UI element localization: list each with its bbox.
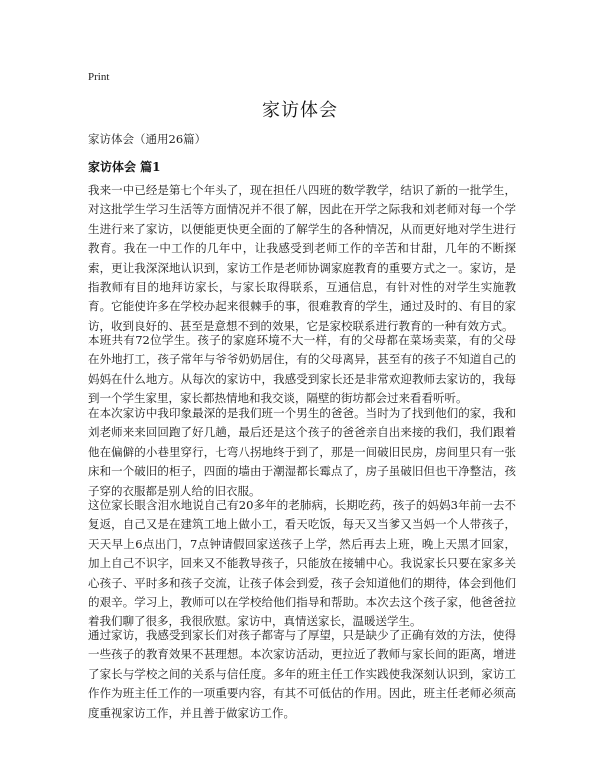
paragraph: 本班共有72位学生。孩子的家庭环境不大一样，有的父母都在菜场卖菜，有的父母在外地打工，孩子常年与爷爷奶奶居住，有的父母离异，甚至有的孩子不知道自己的妈妈在什么地方。从每次的家访中，我感受到家长还是非常欢迎教师去家访的，我每到一个学生家里，家长都热情地和我交谈，隔壁的街坊都会过来看看听听。 bbox=[88, 333, 516, 406]
section-heading: 家访体会 篇1 bbox=[88, 160, 161, 174]
document-subtitle: 家访体会（通用26篇） bbox=[88, 132, 207, 146]
print-label: Print bbox=[88, 71, 110, 83]
page-title: 家访体会 bbox=[262, 100, 338, 121]
paragraph: 在本次家访中我印象最深的是我们班一个男生的爸爸。当时为了找到他们的家，我和刘老师来来回回跑了好几趟，最后还是这个孩子的爸爸亲自出来接的我们，我们跟着他在偏僻的小巷里穿行，七弯八拐地终于到了，那是一间破旧民房，房间里只有一张床和一个破旧的柜子，四面的墙由于潮湿都长霉点了，房子虽破旧但也干净整洁，孩子穿的衣服都是别人给的旧衣服。 bbox=[88, 406, 516, 498]
paragraph: 通过家访，我感受到家长们对孩子都寄与了厚望，只是缺少了正确有效的方法，使得一些孩子的教育效果不甚理想。本次家访活动，更拉近了教师与家长间的距离，增进了家长与学校之间的关系与信任度。多年的班主任工作实践使我深刻认识到，家访工作作为班主任工作的一项重要内容，有其不可低估的作用。因此，班主任老师必须高度重视家访工作，并且善于做家访工作。 bbox=[88, 628, 516, 720]
paragraph: 我来一中已经是第七个年头了，现在担任八四班的数学教学，结识了新的一批学生，对这批学生学习生活等方面情况并不很了解，因此在开学之际我和刘老师对每一个学生进行来了家访，以便能更快更全面的了解学生的各种情况，从而更好地对学生进行教育。我在一中工作的几年中，让我感受到老师工作的辛苦和甘甜，几年的不断探索，更让我深深地认识到，家访工作是老师协调家庭教育的重要方式之一。家访，是指教师有目的地拜访家长，与家长取得联系，互通信息，有针对性的对学生实施教育。它能使许多在学校办起来很棘手的事，很难教育的学生，通过及时的、有目的家访，收到良好的、甚至是意想不到的效果，它是家校联系进行教育的一种有效方式。 bbox=[88, 183, 516, 333]
paragraph: 这位家长眼含泪水地说自己有20多年的老肺病，长期吃药，孩子的妈妈3年前一去不复返，自己又是在建筑工地上做小工，看天吃饭，每天又当爹又当妈一个人带孩子，天天早上6点出门，7点钟请假回家送孩子上学，然后再去上班，晚上天黑才回家，加上自己不识字，回来又不能教导孩子，只能放在接辅中心。我说家长只要在家多关心孩子、平时多和孩子交流，让孩子体会到爱，孩子会知道他们的期待，体会到他们的艰辛。学习上，教师可以在学校给他们指导和帮助。本次去这个孩子家，他爸爸拉着我们聊了很多，我很欣慰。家访中，真情送家长，温暖送学生。 bbox=[88, 498, 516, 629]
